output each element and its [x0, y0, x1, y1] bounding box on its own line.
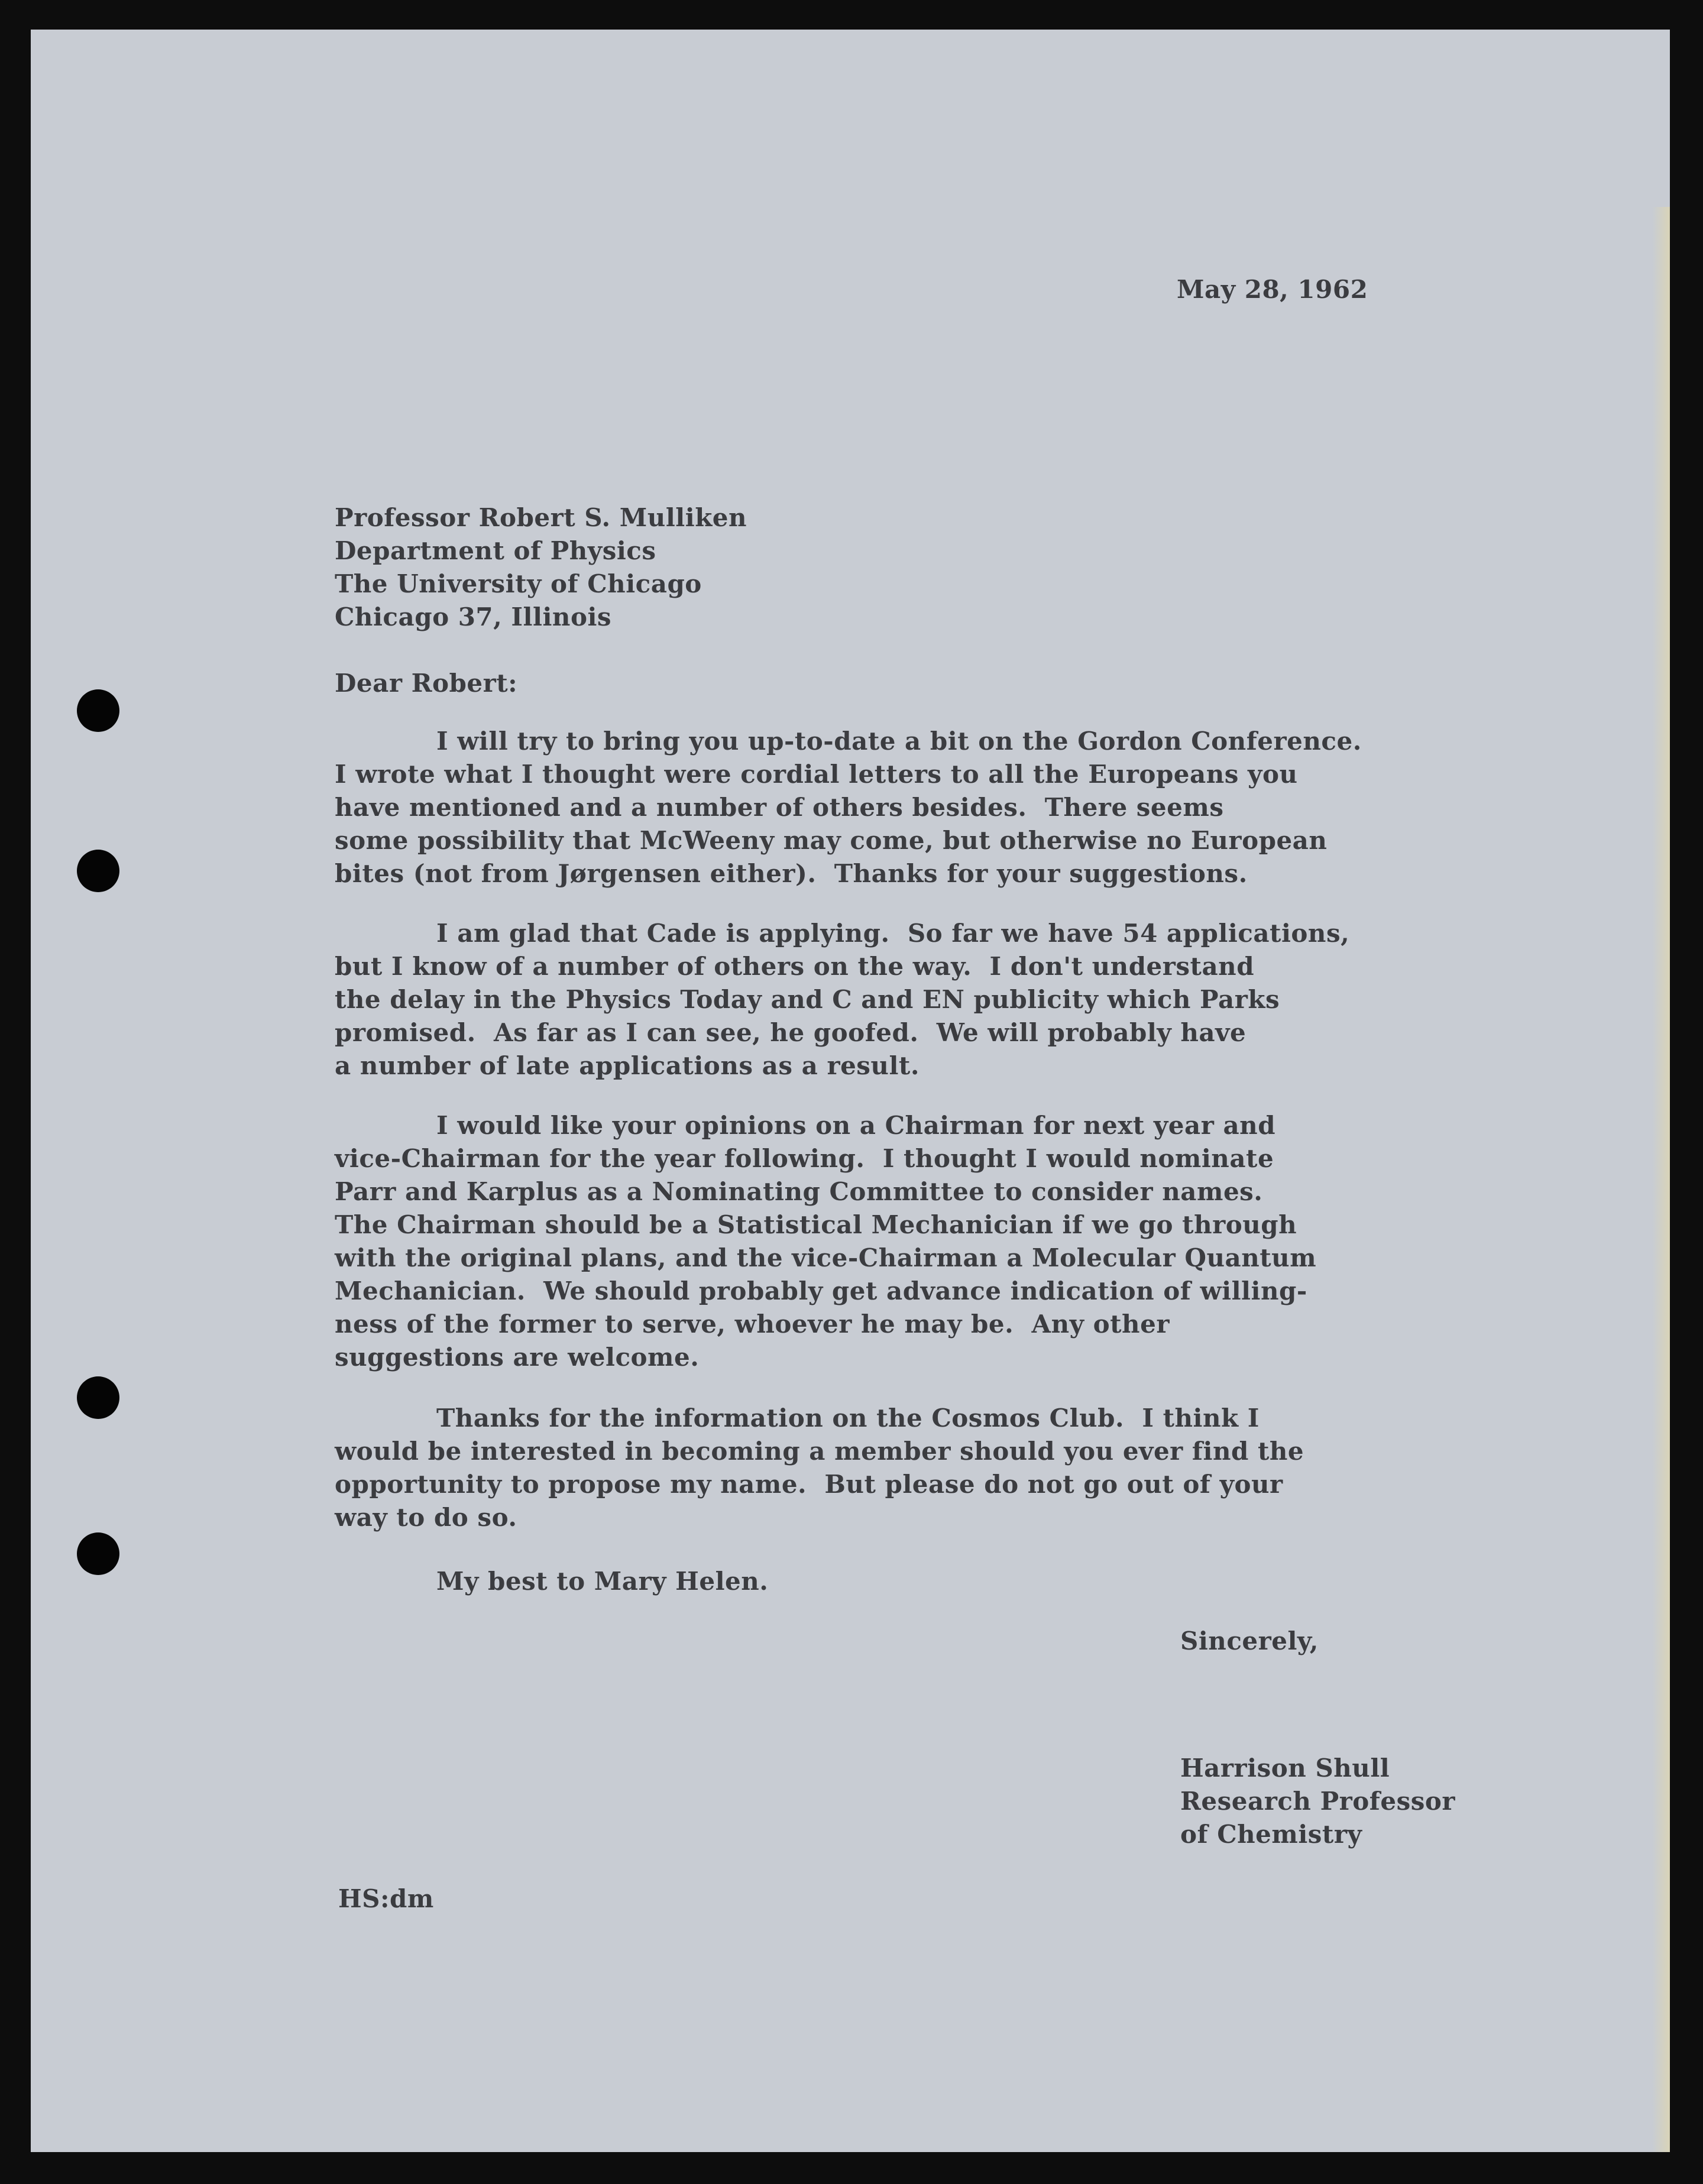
closing: Sincerely, [1180, 1626, 1319, 1655]
paragraph-line: would be interested in becoming a member should you ever find the [335, 1437, 1304, 1466]
paragraph [335, 725, 1659, 890]
paragraph-line: with the original plans, and the vice-Chairman a Molecular Quantum [335, 1243, 1317, 1272]
paragraph-line: suggestions are welcome. [335, 1343, 700, 1372]
paragraph-line: I would like your opinions on a Chairman for next year and [436, 1111, 1276, 1140]
punch-hole [77, 1532, 119, 1575]
paragraph-line: some possibility that McWeeny may come, but otherwise no European [335, 826, 1328, 855]
address-line: Chicago 37, Illinois [335, 602, 612, 631]
paragraph-line: way to do so. [335, 1503, 517, 1532]
paragraph-line: bites (not from Jørgensen either). Thanks for your suggestions. [335, 859, 1248, 888]
paragraph-line: have mentioned and a number of others besides. There seems [335, 793, 1224, 822]
paragraph-line: The Chairman should be a Statistical Mechanician if we go through [335, 1210, 1297, 1239]
address-line: Department of Physics [335, 536, 656, 565]
signature-line: of Chemistry [1180, 1820, 1362, 1849]
paragraph-line: vice-Chairman for the year following. I thought I would nominate [335, 1144, 1274, 1173]
paragraph-line: promised. As far as I can see, he goofed. We will probably have [335, 1018, 1247, 1047]
paragraph-line: the delay in the Physics Today and C and EN publicity which Parks [335, 985, 1280, 1014]
paragraph-line: opportunity to propose my name. But please do not go out of your [335, 1470, 1283, 1499]
address-line: The University of Chicago [335, 569, 702, 598]
reference-initials: HS:dm [338, 1884, 434, 1913]
punch-hole [77, 689, 119, 732]
punch-hole [77, 1376, 119, 1419]
paragraph-line: Mechanician. We should probably get advance indication of willing- [335, 1276, 1307, 1305]
recipient-address [335, 501, 1659, 634]
salutation: Dear Robert: [335, 669, 518, 698]
paragraph-line: ness of the former to serve, whoever he may be. Any other [335, 1310, 1170, 1339]
paragraph-line: I wrote what I thought were cordial letters to all the Europeans you [335, 760, 1298, 789]
signature-line: Research Professor [1180, 1787, 1456, 1816]
letter-date: May 28, 1962 [1177, 275, 1368, 304]
paragraph-line: but I know of a number of others on the way. I don't understand [335, 952, 1255, 981]
punch-hole [77, 850, 119, 892]
paragraph-line: Parr and Karplus as a Nominating Committee to consider names. [335, 1177, 1263, 1206]
address-line: Professor Robert S. Mulliken [335, 503, 747, 532]
paragraph [335, 1565, 1659, 1598]
paragraph [335, 1402, 1659, 1534]
signature-block [1180, 1752, 1659, 1851]
signature-line: Harrison Shull [1180, 1754, 1390, 1783]
paragraph [335, 1109, 1659, 1374]
paragraph-line: a number of late applications as a result. [335, 1051, 920, 1080]
paragraph-line: Thanks for the information on the Cosmos Club. I think I [436, 1404, 1260, 1433]
paragraph-line: I am glad that Cade is applying. So far we have 54 applications, [436, 919, 1350, 948]
paragraph-line: I will try to bring you up-to-date a bit on the Gordon Conference. [436, 727, 1362, 756]
letter-body [335, 273, 1659, 1916]
paragraph [335, 917, 1659, 1083]
paragraph-line: My best to Mary Helen. [436, 1567, 769, 1596]
